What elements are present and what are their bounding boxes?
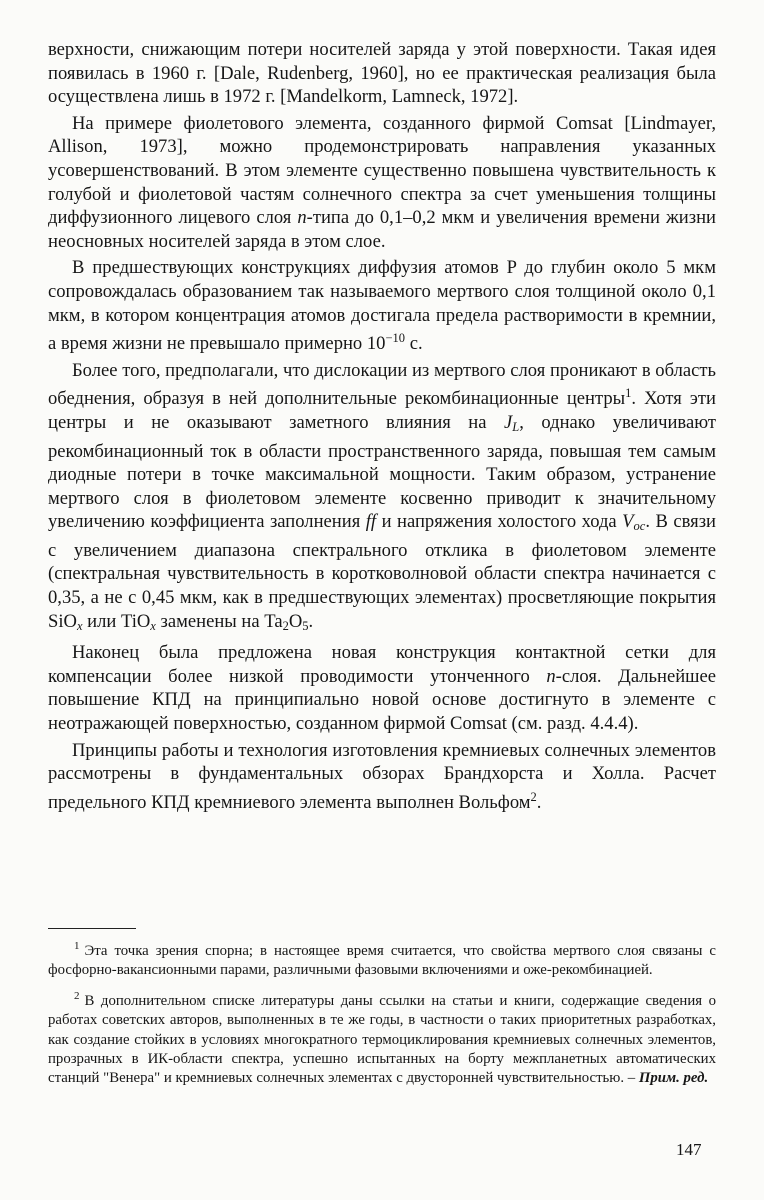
jl-symbol: J [504,411,513,433]
footnote-2 [48,987,716,1089]
footnote-number: 2 [74,989,80,1002]
ff-symbol: ff [365,511,377,533]
paragraph-text: Принципы работы и технология изготовления кремниевых солнечных элементов рассмотрены в фундаментальных обзорах Брандхорста и Холла. Расчет предельного КПД кремниевого элемента выполнен Вольфом [48,739,716,813]
ta-subscript: 2 [282,618,289,633]
paragraph-text: . [536,791,542,813]
footnote-divider [48,928,136,929]
paragraph-text: . Хотя эти центры и не оказывают заметного влияния на [48,388,716,433]
o-formula: O [288,610,303,632]
o-subscript: 5 [302,618,309,633]
paragraph-text: В предшествующих конструкциях диффузия атомов P до глубин около 5 мкм сопровождалась образованием так называемого мертвого слоя толщиной около 0,1 мкм, в котором концентрация атомов достигала предела растворимости в кремнии, а время жизни не превышало примерно 10 [48,257,716,355]
voc-symbol: V [622,511,634,533]
footnote-ref-2[interactable]: 2 [530,789,537,804]
footnote-text: В дополнительном списке литературы даны ссылки на статьи и книги, содержащие сведения о работах советских авторов, выполненных в те же годы, в частности о таких приоритетных разработках, как создание стойких в условиях многократного термоциклирования кремниевых солнечных элементов, прозрачных в ИК-области спектра, успешно испытанных на борту межпланетных автоматических станций "Венера" и кремниевых солнечных элементах с двусторонней чувствительностью. – [48,992,716,1087]
main-text [48,38,716,814]
ta-formula: Ta [264,610,283,632]
footnote-number: 1 [74,940,80,952]
paragraph-text: . [308,610,314,632]
footnote-ref-1[interactable]: 1 [625,386,632,401]
paragraph-text: , однако увеличивают рекомбинационный ток в области пространственного заряда, повышая тем самым диодные потери в точке максимальной мощности. Таким образом, устранение мертвого слоя в фиолетовом элементе косвенно приводит к значительному увеличению коэффициента заполнения [48,411,716,533]
editor-note: Прим. ред. [638,1070,709,1087]
voc-subscript: oc [633,519,646,534]
paragraph-6 [48,739,716,815]
paragraph-text: Наконец была предложена новая конструкция контактной сетки для компенсации более низкой проводимости утонченного [48,642,716,687]
footnotes [48,937,716,1089]
paragraph-1 [48,38,716,109]
tio-formula: TiO [120,610,151,632]
paragraph-text: -типа до 0,1–0,2 мкм и увеличения времени жизни неосновных носителей заряда в этом слое. [48,207,716,252]
paragraph-2 [48,112,716,254]
page-number: 147 [676,1140,702,1159]
paragraph-text: . В связи с увеличением диапазона спектрального отклика в фиолетовом элементе (спектральная чувствительность в коротковолновой области спектра начинается с 0,35, а не с 0,45 мкм, как в предшествующих элементах) просветляющие покрытия [48,511,717,609]
paragraph-5 [48,641,716,735]
n-symbol: n [297,207,307,229]
paragraph-text: Более того, предполагали, что дислокации из мертвого слоя проникают в область обеднения, образуя в ней дополнительные рекомбинационные центры [48,359,716,410]
paragraph-text: На примере фиолетового элемента, созданного фирмой Comsat [Lindmayer, Allison, 1973], можно продемонстрировать направления указанных усовершенствований. В этом элементе существенно повышена чувствительность к голубой и фиолетовой частям солнечного спектра за счет уменьшения толщины диффузионного лицевого слоя [48,112,716,229]
paragraph-3 [48,256,716,355]
paragraph-text: с. [405,333,423,355]
paragraph-text: или [82,610,121,632]
sio-subscript: x [76,618,83,633]
paragraph-text: -слоя. Дальнейшее повышение КПД на принципиально новой основе достигнуто в элементе с неотражающей поверхностью, созданном фирмой Comsat (см. разд. 4.4.4). [48,665,716,735]
exponent: −10 [385,331,406,346]
tio-subscript: x [150,618,156,633]
footnote-text: Эта точка зрения спорна; в настоящее время считается, что свойства мертвого слоя связаны с фосфорно-вакансионными парами, различными фазовыми включениями и оже-рекомбинацией. [48,943,716,979]
jl-subscript: L [512,419,520,434]
paragraph-4 [48,359,716,639]
paragraph-text: верхности, снижающим потери носителей заряда у этой поверхности. Такая идея появилась в 1960 г. [Dale, Rudenberg, 1960], но ее практическая реализация была осуществлена лишь в 1972 г. [Mandelkorm, Lamneck, 1972]. [48,39,716,108]
paragraph-text: и напряжения холостого хода [376,511,623,533]
sio-formula: SiO [48,610,77,632]
n-symbol: n [546,665,556,687]
footnote-1 [48,937,716,981]
paragraph-text: заменены на [155,610,265,632]
